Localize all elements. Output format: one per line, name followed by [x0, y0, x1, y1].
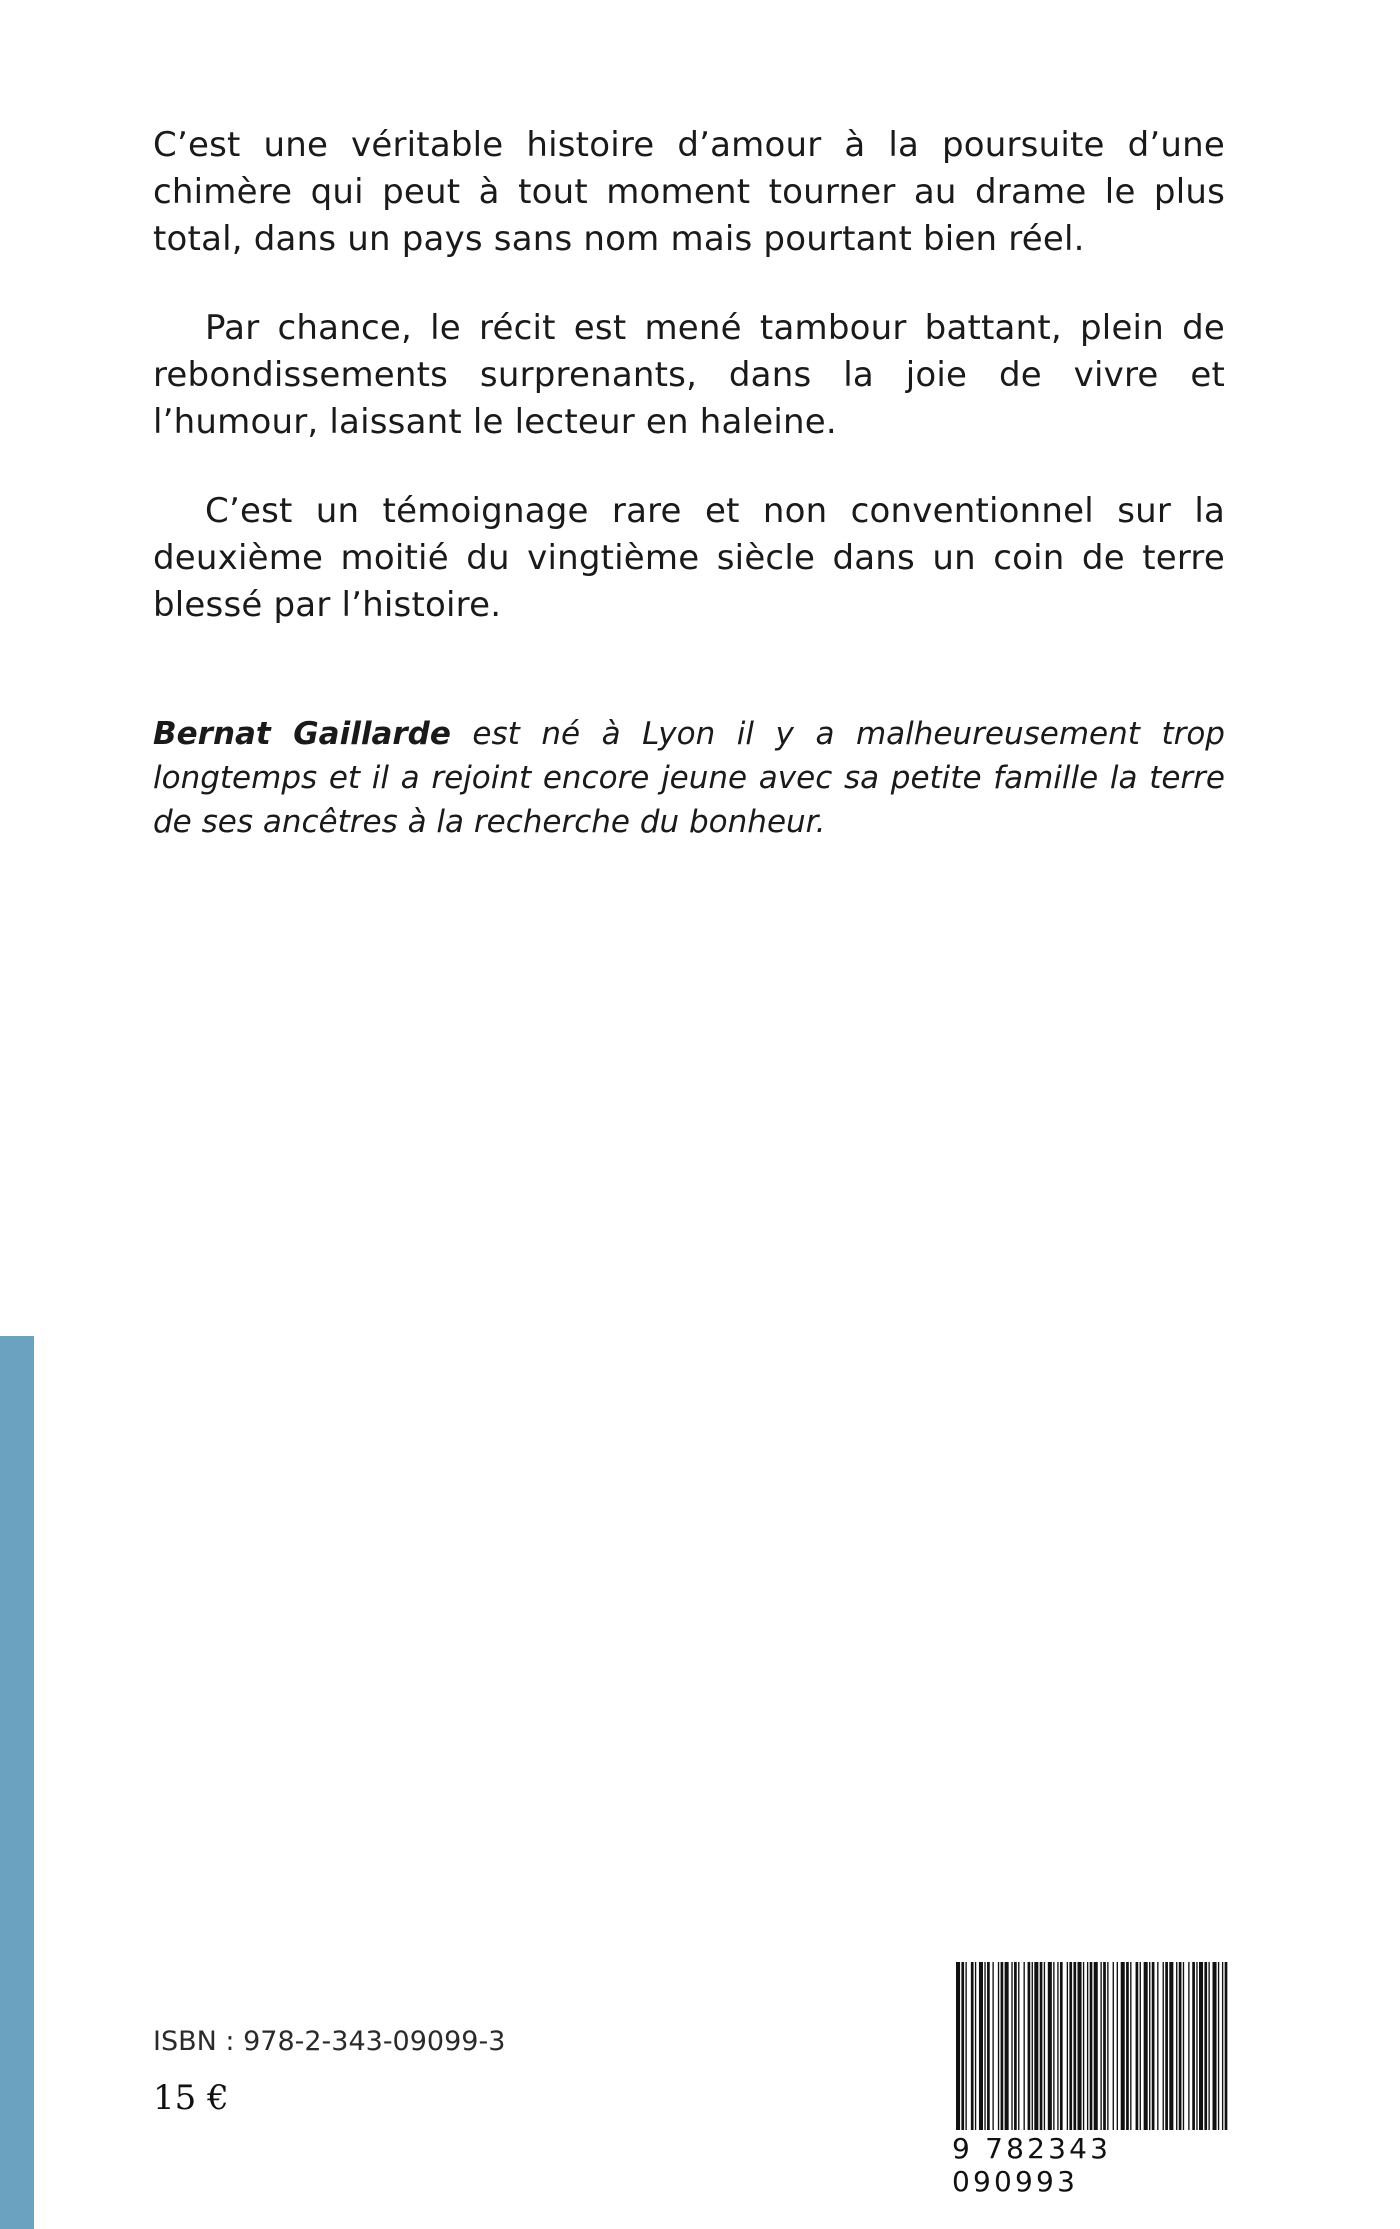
- blurb-paragraph-2: Par chance, le récit est mené tambour battant, plein de rebondissements surprenants, dans la joie de vivre et l’humour, laissant le lecteur en haleine.: [153, 308, 1225, 442]
- price-label: 15 €: [153, 2078, 229, 2118]
- blurb-paragraph-1: C’est une véritable histoire d’amour à la poursuite d’une chimère qui peut à tout moment tourner au drame le plus total, dans un pays sans nom mais pourtant bien réel.: [153, 125, 1225, 259]
- barcode-image: [952, 1962, 1230, 2134]
- back-cover-blurb: [153, 122, 1225, 671]
- isbn-label: ISBN : 978-2-343-09099-3: [153, 2026, 506, 2057]
- author-bio: [153, 712, 1225, 844]
- blurb-paragraph-3: C’est un témoignage rare et non conventionnel sur la deuxième moitié du vingtième siècle dans un coin de terre blessé par l’histoire.: [153, 491, 1225, 625]
- barcode-digits: 9 782343 090993: [952, 2132, 1112, 2198]
- spine-color-band: [0, 1336, 34, 2229]
- author-bio-text: est né à Lyon il y a malheureusement trop longtemps et il a rejoint encore jeune avec sa petite famille la terre de ses ancêtres à la recherche du bonheur.: [153, 716, 1225, 840]
- author-name: Bernat Gaillarde: [153, 716, 451, 752]
